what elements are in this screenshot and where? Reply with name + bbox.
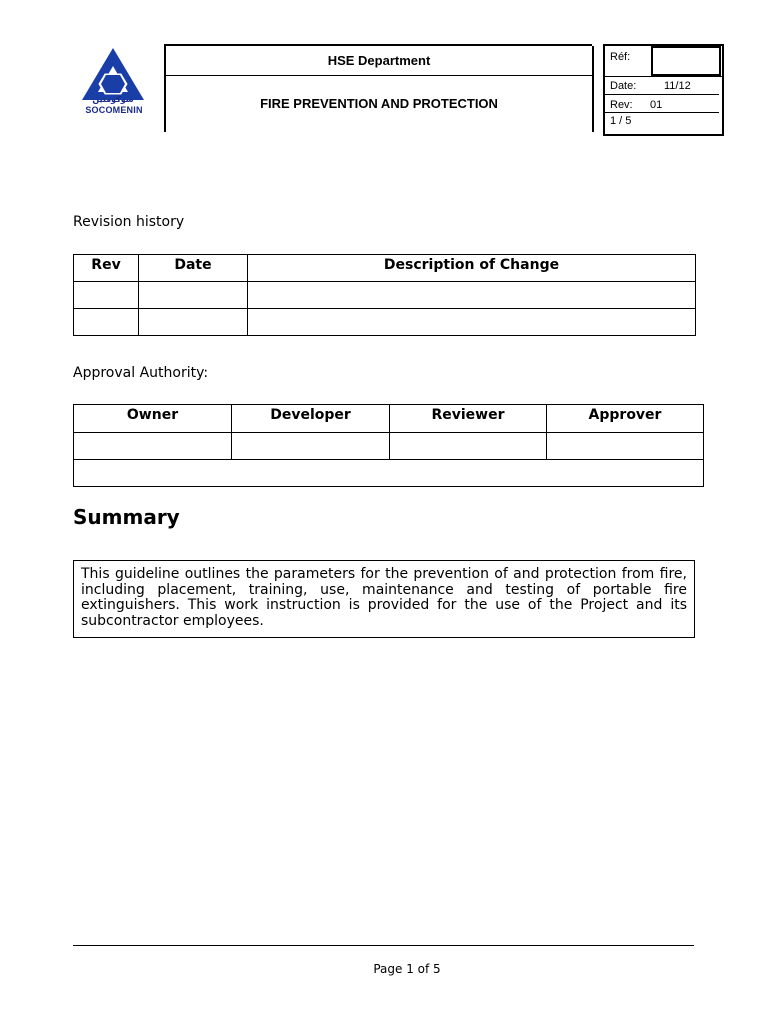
page-count: 1 / 5 (610, 115, 632, 127)
column-header-date: Date (139, 255, 248, 282)
table-cell (248, 282, 696, 309)
table-row (74, 433, 704, 460)
department-name: HSE Department (327, 53, 431, 68)
column-header-approver: Approver (547, 405, 704, 433)
table-cell (139, 309, 248, 336)
table-row (74, 282, 696, 309)
table-header-row (74, 255, 696, 282)
summary-text-box (73, 560, 695, 638)
table-row (74, 460, 704, 487)
page-number: Page 1 of 5 (373, 962, 441, 976)
ref-label: Réf: (610, 51, 631, 63)
summary-heading: Summary (73, 505, 180, 529)
approval-authority-table (73, 404, 704, 487)
table-cell (547, 433, 704, 460)
company-logo (78, 44, 152, 120)
table-header-row (74, 405, 704, 433)
ref-value-field (651, 46, 721, 76)
revision-history-table (73, 254, 696, 336)
column-header-reviewer: Reviewer (390, 405, 547, 433)
document-reference-box (603, 44, 724, 136)
document-title: FIRE PREVENTION AND PROTECTION (260, 96, 498, 111)
logo-arabic-text: سوكومنين (92, 95, 134, 104)
rev-value: 01 (650, 99, 663, 111)
column-header-rev: Rev (74, 255, 139, 282)
logo-wordmark: SOCOMENIN (85, 105, 143, 115)
date-value: 11/12 (664, 80, 691, 92)
table-cell (232, 433, 390, 460)
column-header-owner: Owner (74, 405, 232, 433)
table-cell (248, 309, 696, 336)
summary-text: This guideline outlines the parameters for the prevention of and protection from fire, including placement, training, use, maintenance and testing of portable fire extinguishers. This work instruction is provided for the use of the Project and its subcontractor employees. (81, 566, 687, 629)
table-cell (74, 309, 139, 336)
table-cell (74, 433, 232, 460)
date-label: Date: (610, 80, 637, 92)
footer-divider (73, 945, 694, 946)
table-cell (139, 282, 248, 309)
revision-history-label: Revision history (73, 214, 185, 230)
column-header-description: Description of Change (248, 255, 696, 282)
table-row (74, 309, 696, 336)
approval-authority-label: Approval Authority: (73, 365, 209, 381)
document-title-box (164, 44, 592, 132)
logo-mark-icon (78, 44, 152, 100)
column-header-developer: Developer (232, 405, 390, 433)
table-cell (74, 460, 704, 487)
rev-label: Rev: (610, 99, 633, 111)
table-cell (74, 282, 139, 309)
table-cell (390, 433, 547, 460)
